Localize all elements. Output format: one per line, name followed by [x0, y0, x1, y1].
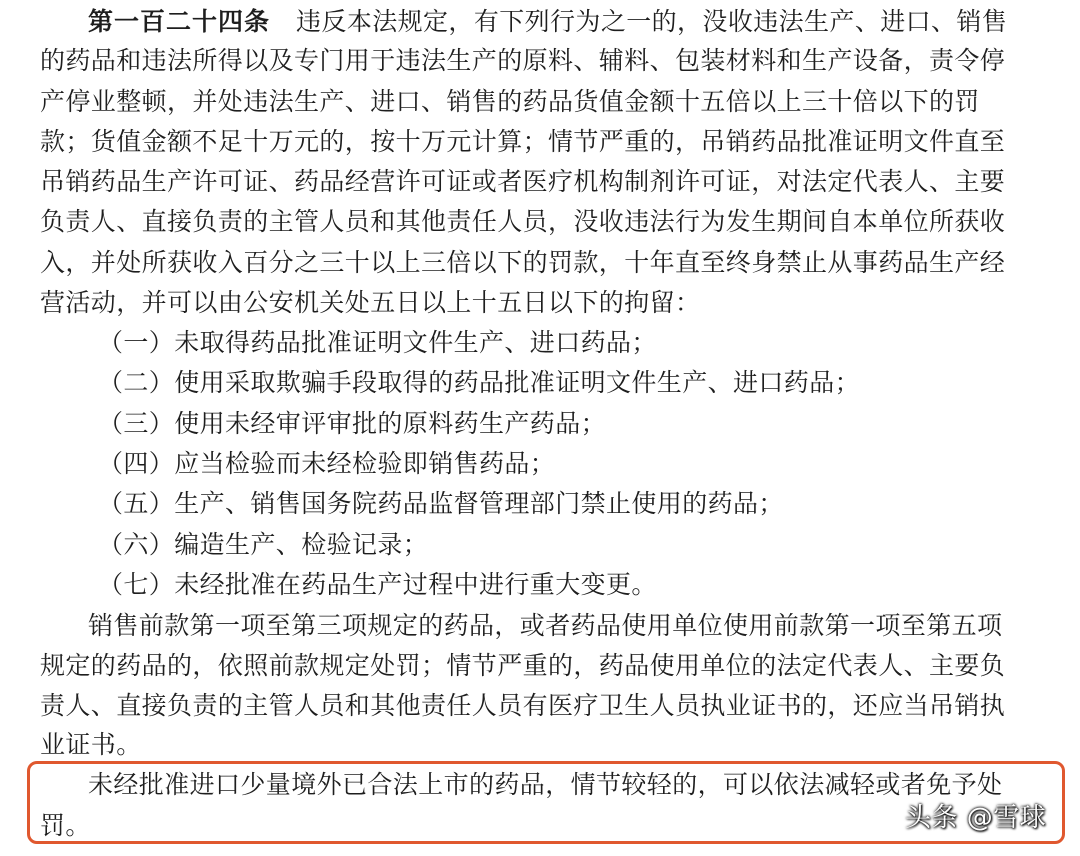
article-text-line: 的药品和违法所得以及专门用于违法生产的原料、辅料、包装材料和生产设备，责令停: [40, 46, 1006, 75]
list-item: （二）使用采取欺骗手段取得的药品批准证明文件生产、进口药品；: [98, 368, 861, 397]
article-text-line: 款；货值金额不足十万元的，按十万元计算；情节严重的，吊销药品批准证明文件直至: [40, 127, 1006, 156]
paragraph-line: 业证书。: [40, 730, 142, 759]
article-text-line: 吊销药品生产许可证、药品经营许可证或者医疗机构制剂许可证，对法定代表人、主要: [40, 167, 1006, 196]
article-number: 第一百二十四条: [88, 7, 271, 36]
highlighted-paragraph-line: 罚。: [40, 811, 91, 840]
list-item: （五）生产、销售国务院药品监督管理部门禁止使用的药品；: [98, 489, 784, 518]
article-text-line: 入，并处所获收入百分之三十以上三倍以下的罚款，十年直至终身禁止从事药品生产经: [40, 248, 1006, 277]
article-text-line: 营活动，并可以由公安机关处五日以上十五日以下的拘留：: [40, 288, 701, 317]
list-item: （六）编造生产、检验记录；: [98, 530, 429, 559]
article-text-line: 负责人、直接负责的主管人员和其他责任人员，没收违法行为发生期间自本单位所获收: [40, 207, 1006, 236]
article-first-line: [88, 2, 1007, 42]
watermark: 头条 @雪球: [905, 803, 1047, 833]
paragraph-line: 销售前款第一项至第三项规定的药品，或者药品使用单位使用前款第一项至第五项: [88, 611, 1003, 640]
list-item: （七）未经批准在药品生产过程中进行重大变更。: [98, 570, 657, 599]
cut-off-text-fragment: [200, 848, 1020, 856]
article-text-line: 违反本法规定，有下列行为之一的，没收违法生产、进口、销售: [296, 7, 1008, 36]
highlighted-paragraph-line: 未经批准进口少量境外已合法上市的药品，情节较轻的，可以依法减轻或者免予处: [88, 770, 1003, 799]
list-item: （四）应当检验而未经检验即销售药品；: [98, 449, 556, 478]
list-item: （一）未取得药品批准证明文件生产、进口药品；: [98, 328, 657, 357]
paragraph-line: 规定的药品的，依照前款规定处罚；情节严重的，药品使用单位的法定代表人、主要负: [40, 651, 1006, 680]
article-text-line: 产停业整顿，并处违法生产、进口、销售的药品货值金额十五倍以上三十倍以下的罚: [40, 87, 980, 116]
paragraph-line: 责人、直接负责的主管人员和其他责任人员有医疗卫生人员执业证书的，还应当吊销执: [40, 691, 1006, 720]
list-item: （三）使用未经审评审批的原料药生产药品；: [98, 409, 607, 438]
